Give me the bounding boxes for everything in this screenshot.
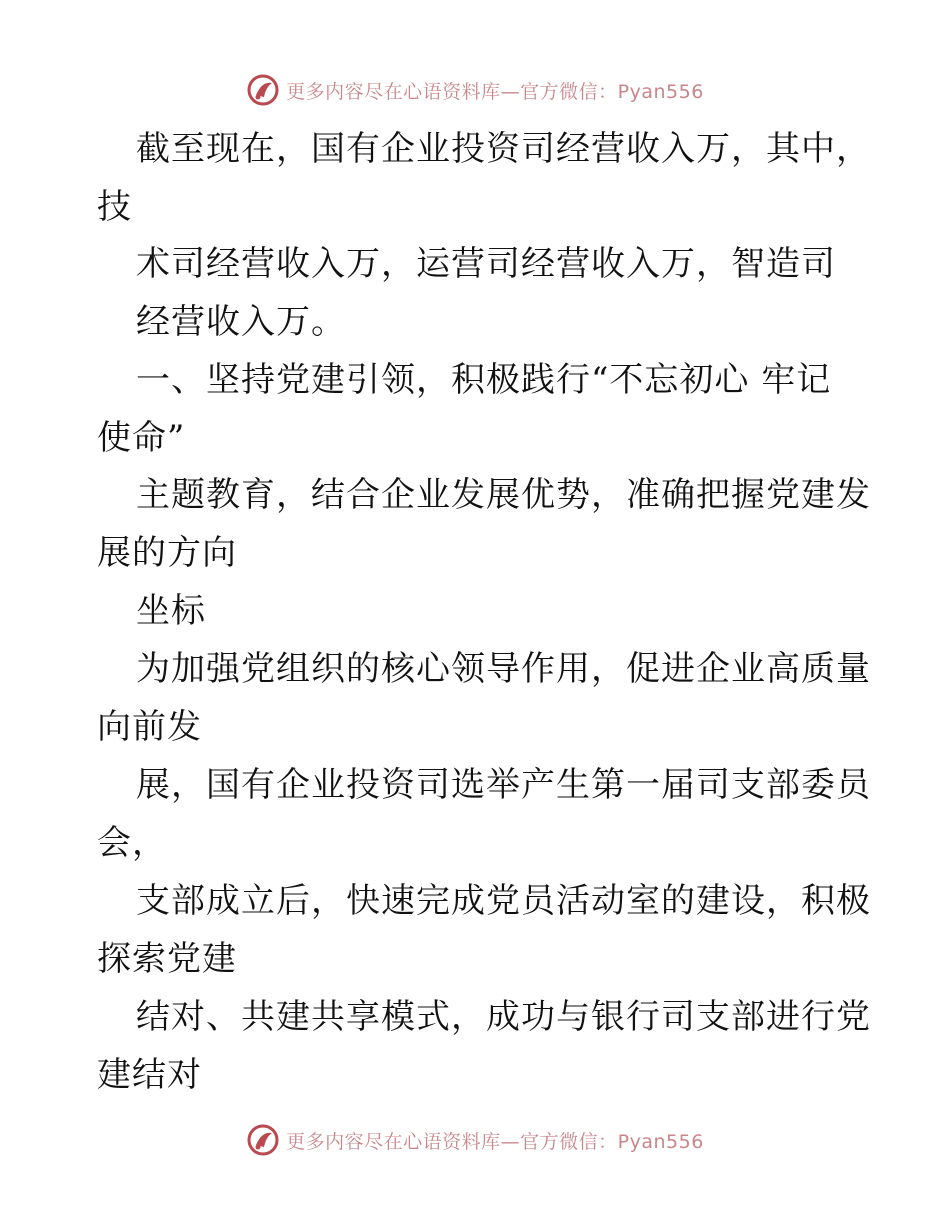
text-line: 为加强党组织的核心领导作用，促进企业高质量 [136, 649, 871, 689]
text-line: 坐标 [136, 591, 206, 631]
text-line: 主题教育，结合企业发展优势，准确把握党建发 [136, 475, 871, 515]
text-line: 技 [97, 187, 132, 227]
text-line: 会， [97, 823, 167, 863]
text-line: 一、坚持党建引领，积极践行“不忘初心 牢记 [136, 360, 832, 400]
footer-banner [0, 1120, 950, 1160]
header-banner-text: 更多内容尽在心语资料库—官方微信：Pyan556 [286, 80, 704, 103]
text-line: 展，国有企业投资司选举产生第一届司支部委员 [136, 765, 871, 805]
text-line: 支部成立后，快速完成党员活动室的建设，积极 [136, 881, 871, 921]
text-line: 截至现在，国有企业投资司经营收入万，其中， [136, 129, 871, 169]
text-line: 建结对 [97, 1055, 202, 1095]
text-line: 经营收入万。 [136, 302, 346, 342]
text-line: 向前发 [97, 707, 202, 747]
text-line: 展的方向 [97, 533, 237, 573]
text-line: 使命” [97, 418, 186, 458]
header-banner [0, 70, 950, 110]
brush-seal-icon [246, 1123, 280, 1157]
text-line: 术司经营收入万，运营司经营收入万，智造司 [136, 244, 836, 284]
text-line: 结对、共建共享模式，成功与银行司支部进行党 [136, 997, 871, 1037]
text-line: 探索党建 [97, 939, 237, 979]
footer-banner-text: 更多内容尽在心语资料库—官方微信：Pyan556 [286, 1130, 704, 1153]
brush-seal-icon [246, 73, 280, 107]
